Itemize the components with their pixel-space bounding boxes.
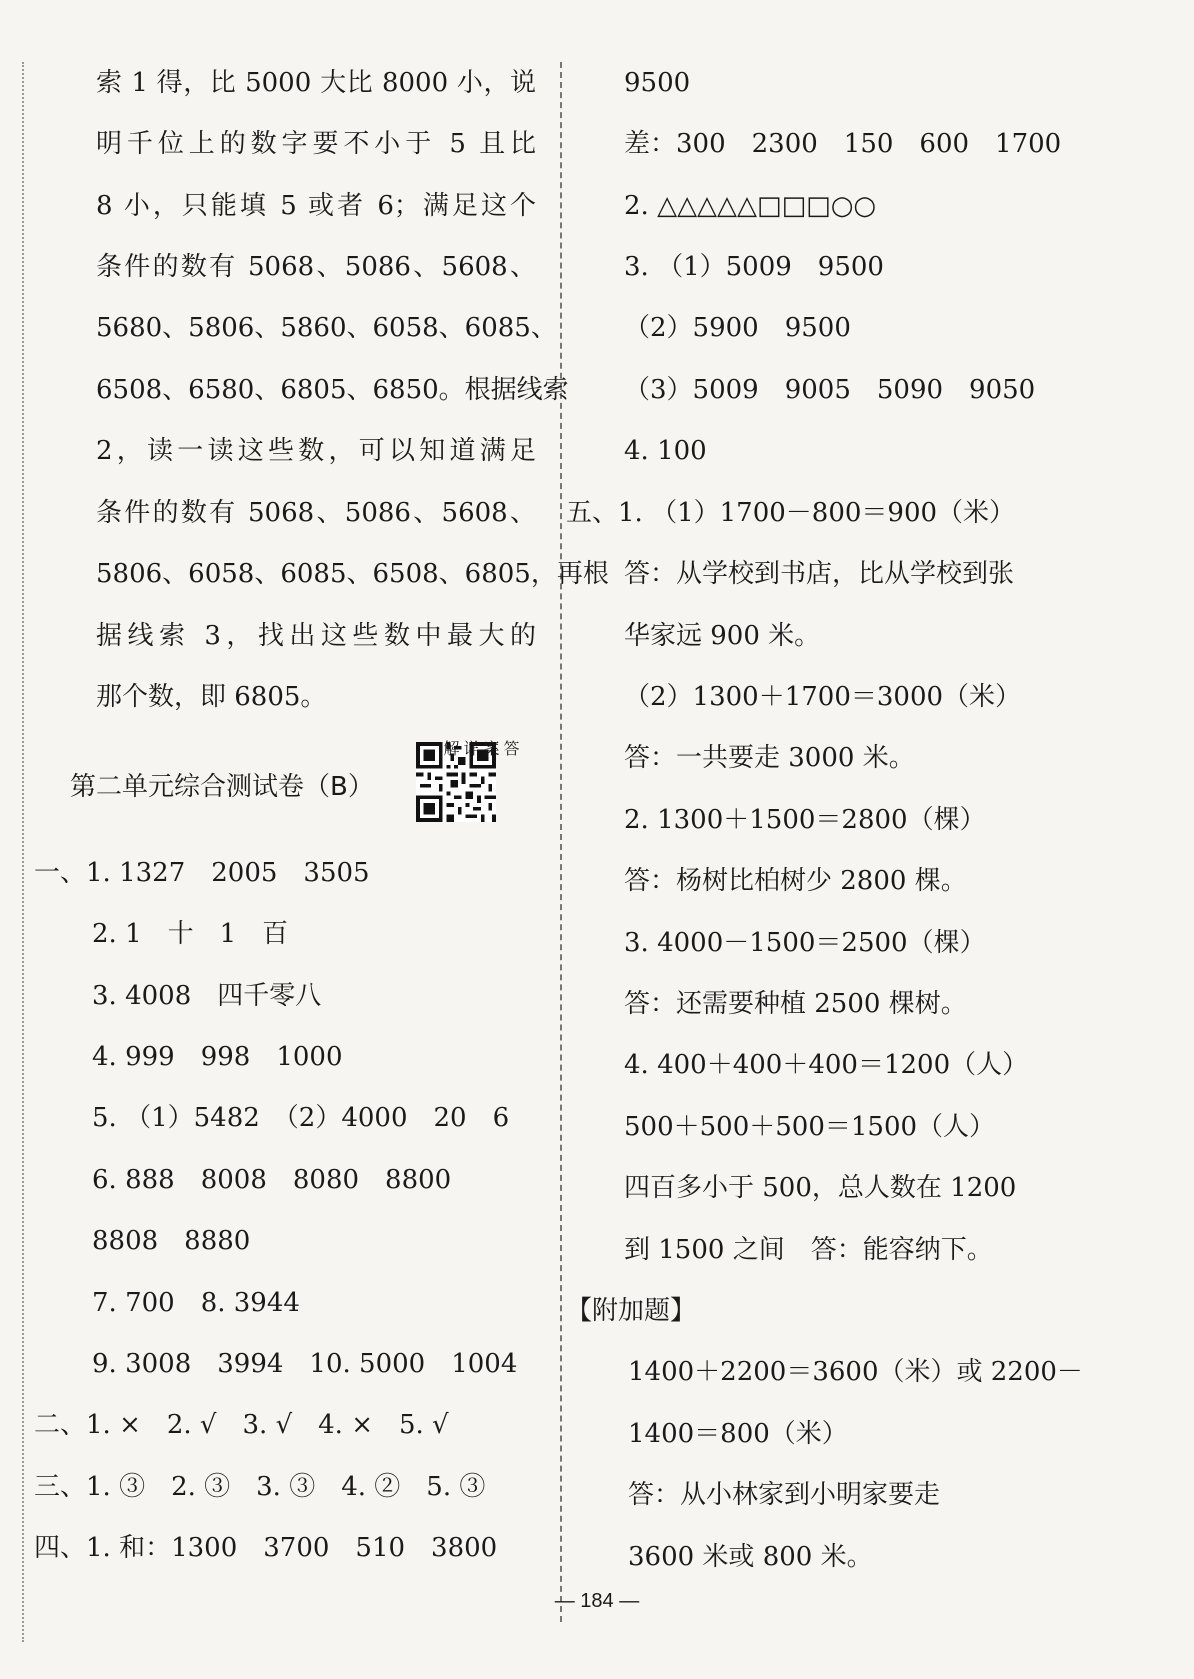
answer-line: （3）5009 9005 5090 9050 xyxy=(624,375,1036,405)
answer-line: 9500 xyxy=(624,68,691,98)
explanation-line: 明千位上的数字要不小于 5 且比 xyxy=(96,129,536,159)
answer-line: 3600 米或 800 米。 xyxy=(628,1542,873,1572)
answer-line: （2）1300＋1700＝3000（米） xyxy=(624,682,1022,712)
explanation-line: 6508、6580、6805、6850。根据线索 xyxy=(96,375,569,405)
page-number: — 184 — xyxy=(554,1590,640,1612)
explanation-line: 5680、5806、5860、6058、6085、 xyxy=(96,313,557,343)
answer-line: 4. 999 998 1000 xyxy=(92,1042,343,1072)
section-title: 第二单元综合测试卷（B） xyxy=(70,772,374,802)
answer-line: 3. 4000－1500＝2500（棵） xyxy=(624,928,986,958)
answer-line: 8808 8880 xyxy=(92,1226,251,1256)
bonus-heading: 【附加题】 xyxy=(566,1296,697,1326)
answer-line: 五、1. （1）1700－800＝900（米） xyxy=(566,498,1016,528)
binding-margin-line xyxy=(22,62,24,1642)
answer-line: 华家远 900 米。 xyxy=(624,621,821,651)
answer-line: 三、1. ③ 2. ③ 3. ③ 4. ② 5. ③ xyxy=(34,1472,486,1502)
qr-label: 答案详解 xyxy=(441,740,520,756)
answer-line: 2. 1300＋1500＝2800（棵） xyxy=(624,805,986,835)
answer-line: 7. 700 8. 3944 xyxy=(92,1288,300,1318)
answer-line: 5. （1）5482 （2）4000 20 6 xyxy=(92,1103,510,1133)
answer-line: 3. （1）5009 9500 xyxy=(624,252,884,282)
answer-line: 四百多小于 500，总人数在 1200 xyxy=(624,1173,1017,1203)
answer-line: 答：还需要种植 2500 棵树。 xyxy=(624,989,967,1019)
answer-line: 4. 100 xyxy=(624,436,707,466)
answer-line: 答：从学校到书店，比从学校到张 xyxy=(624,559,1015,589)
answer-line: 差：300 2300 150 600 1700 xyxy=(624,129,1062,159)
answer-line: 4. 400＋400＋400＝1200（人） xyxy=(624,1050,1029,1080)
answer-line: 6. 888 8008 8080 8800 xyxy=(92,1165,452,1195)
answer-line: 答：一共要走 3000 米。 xyxy=(624,743,915,773)
answer-line: 一、1. 1327 2005 3505 xyxy=(34,858,370,888)
explanation-line: 5806、6058、6085、6508、6805，再根 xyxy=(96,559,609,589)
explanation-line: 据线索 3，找出这些数中最大的 xyxy=(96,621,536,651)
answer-line: 3. 4008 四千零八 xyxy=(92,981,322,1011)
answer-line: 1400＋2200＝3600（米）或 2200－ xyxy=(628,1357,1083,1387)
explanation-line: 那个数，即 6805。 xyxy=(96,682,327,712)
explanation-line: 索 1 得，比 5000 大比 8000 小，说 xyxy=(96,68,536,98)
answer-line: 2. 1 十 1 百 xyxy=(92,919,289,949)
column-divider xyxy=(560,62,562,1622)
explanation-line: 8 小，只能填 5 或者 6；满足这个 xyxy=(96,191,536,221)
answer-line: 四、1. 和：1300 3700 510 3800 xyxy=(34,1533,498,1563)
answer-line: 二、1. × 2. √ 3. √ 4. × 5. √ xyxy=(34,1410,449,1440)
answer-line: （2）5900 9500 xyxy=(624,313,851,343)
answer-line: 9. 3008 3994 10. 5000 1004 xyxy=(92,1349,518,1379)
answer-line: 1400＝800（米） xyxy=(628,1419,848,1449)
answer-line: 2. △△△△△□□□○○ xyxy=(624,191,877,221)
explanation-line: 2，读一读这些数，可以知道满足 xyxy=(96,436,536,466)
answer-line: 到 1500 之间 答：能容纳下。 xyxy=(624,1235,993,1265)
answer-line: 答：杨树比柏树少 2800 棵。 xyxy=(624,866,967,896)
explanation-line: 条件的数有 5068、5086、5608、 xyxy=(96,498,536,528)
explanation-line: 条件的数有 5068、5086、5608、 xyxy=(96,252,536,282)
answer-line: 500＋500＋500＝1500（人） xyxy=(624,1112,996,1142)
answer-line: 答：从小林家到小明家要走 xyxy=(628,1480,941,1510)
